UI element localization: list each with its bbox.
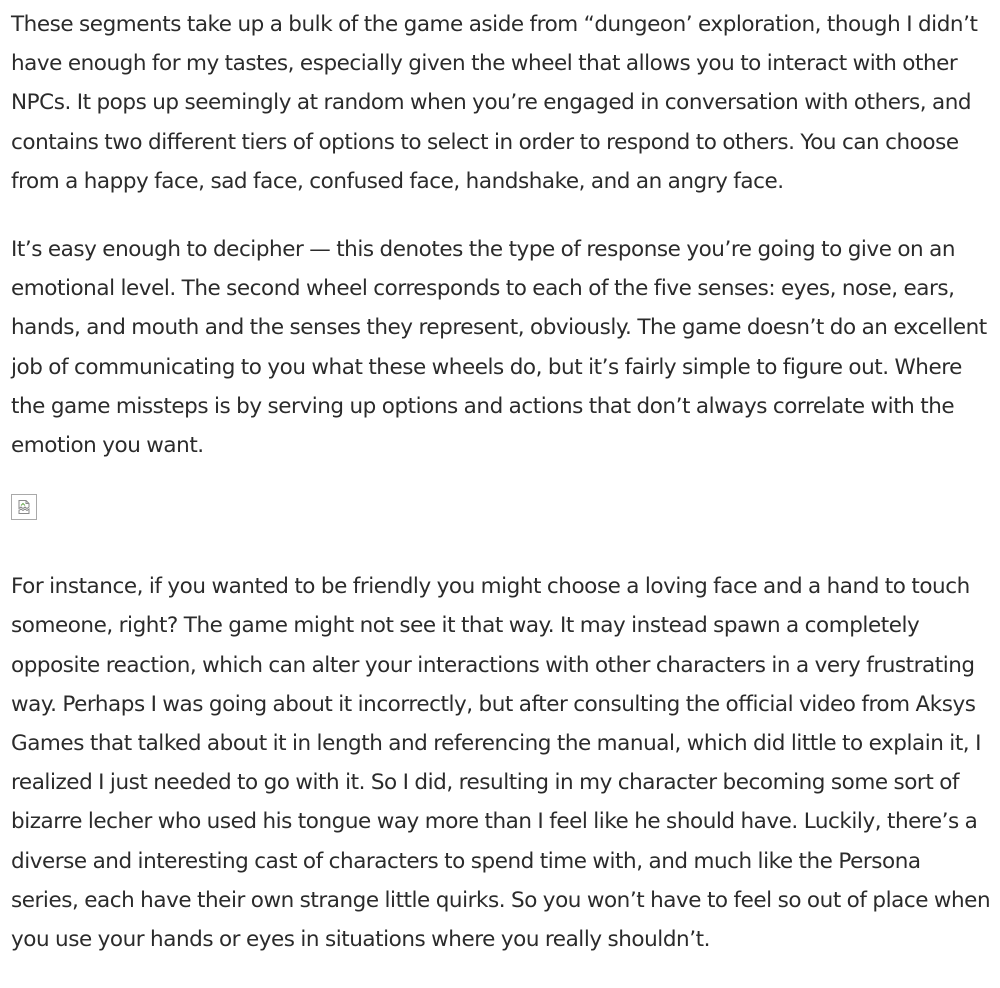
broken-image-icon <box>11 494 37 520</box>
paragraph-interactions: For instance, if you wanted to be friendly you might choose a loving face and a hand to touch someone, right? The game might not see it that way. It may instead spawn a completely opposite reaction, which can alter your interactions with other characters in a very frustrating way. Perhaps I was going about it incorrectly, but after consulting the official video from Aksys Games that talked about it in length and referencing the manual, which did little to explain it, I realized I just needed to go with it. So I did, resulting in my character becoming some sort of bizarre lecher who used his tongue way more than I feel like he should have. Luckily, there’s a diverse and interesting cast of characters to spend time with, and much like the Persona series, each have their own strange little quirks. So you won’t have to feel so out of place when you use your hands or eyes in situations where you really shouldn’t. <box>11 574 991 953</box>
paragraph-dialogue-wheel: These segments take up a bulk of the game aside from “dungeon’ exploration, though I didn’t have enough for my tastes, especially given the wheel that allows you to interact with other NPCs. It pops up seemingly at random when you’re engaged in conversation with others, and contains two different tiers of options to select in order to respond to others. You can choose from a happy face, sad face, confused face, handshake, and an angry face. <box>11 12 978 194</box>
paragraph-senses-wheel: It’s easy enough to decipher — this denotes the type of response you’re going to give on an emotional level. The second wheel corresponds to each of the five senses: eyes, nose, ears, hands, and mouth and the senses they represent, obviously. The game doesn’t do an excellent job of communicating to you what these wheels do, but it’s fairly simple to figure out. Where the game missteps is by serving up options and actions that don’t always correlate with the emotion you want. <box>11 237 987 459</box>
broken-image-glyph <box>16 499 32 515</box>
article-body <box>11 5 991 988</box>
